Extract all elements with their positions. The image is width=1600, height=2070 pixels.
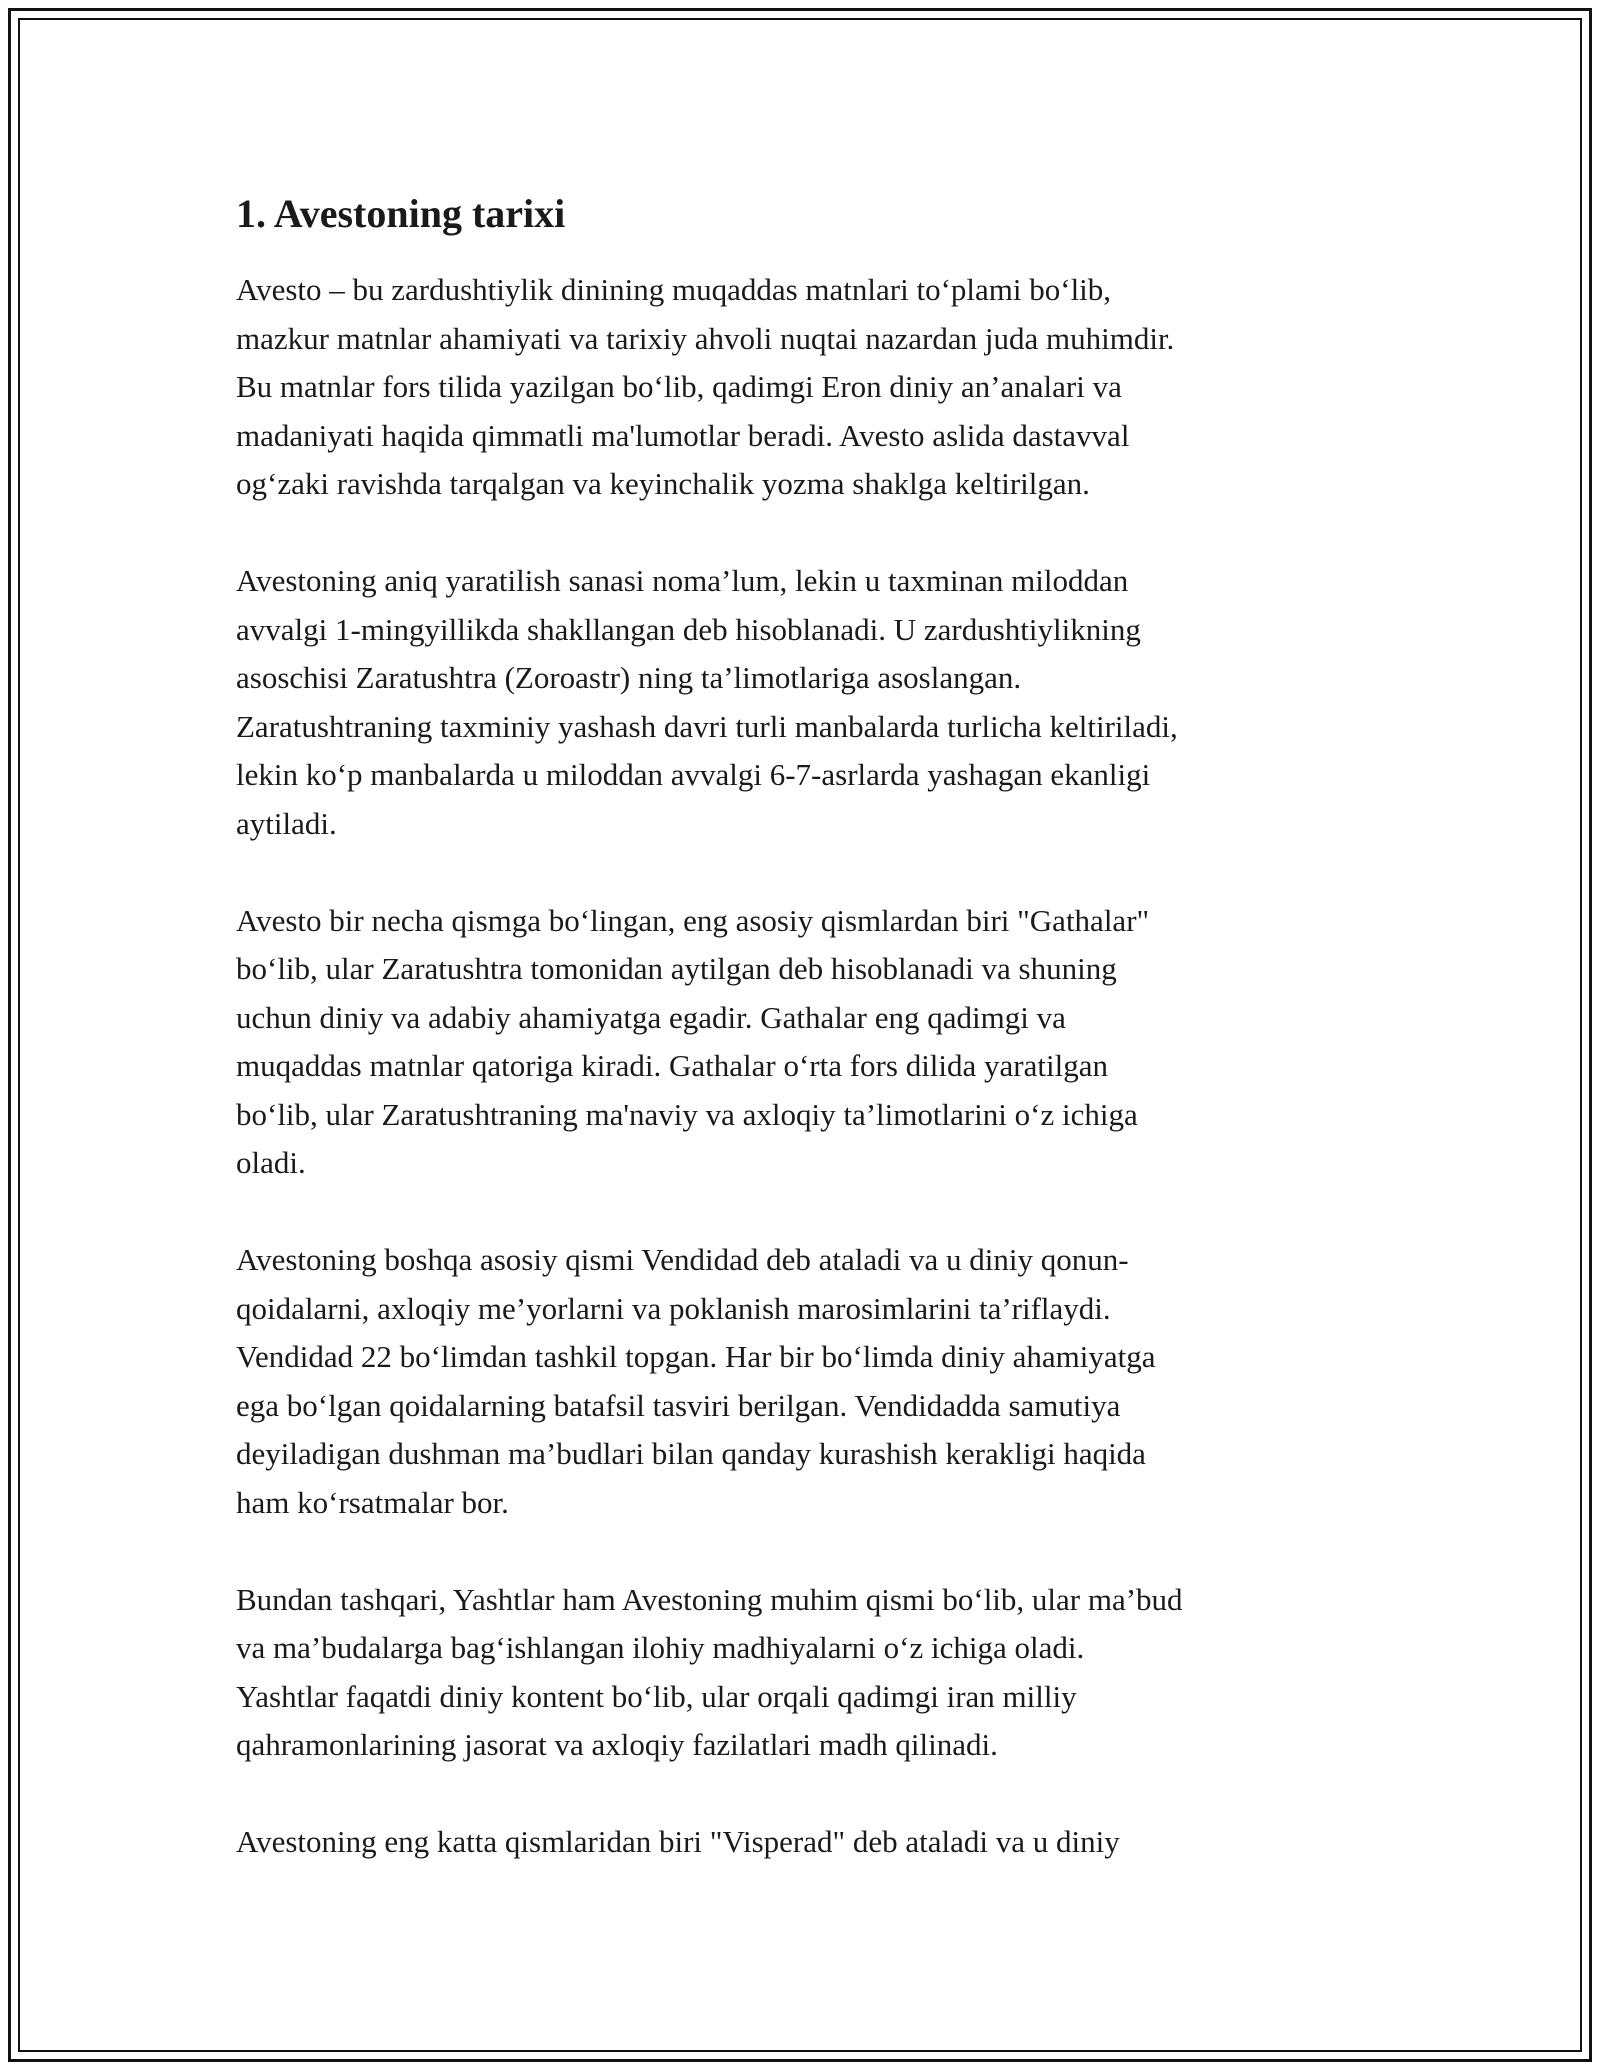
text-line: uchun diniy va adabiy ahamiyatga egadir. Gathalar eng qadimgi va — [236, 999, 1066, 1035]
paragraph-yashtlar — [236, 1576, 1376, 1770]
text-line: avvalgi 1-mingyillikda shakllangan deb hisoblanadi. U zardushtiylikning — [236, 611, 1141, 647]
paragraph-creation-date — [236, 557, 1376, 848]
text-line: deyiladigan dushman ma’budlari bilan qanday kurashish kerakligi haqida — [236, 1436, 1146, 1471]
text-line: ega bo‘lgan qoidalarning batafsil tasviri berilgan. Vendidadda samutiya — [236, 1387, 1121, 1423]
text-line: lekin ko‘p manbalarda u miloddan avvalgi 6-7-asrlarda yashagan ekanligi — [236, 757, 1151, 792]
section-heading: 1. Avestoning tarixi — [236, 191, 566, 236]
text-line: bo‘lib, ular Zaratushtra tomonidan aytilgan deb hisoblanadi va shuning — [236, 951, 1117, 986]
text-line: qahramonlarining jasorat va axloqiy fazilatlari madh qilinadi. — [236, 1727, 998, 1762]
document-body — [236, 188, 1376, 1915]
text-line: og‘zaki ravishda tarqalgan va keyinchalik yozma shaklga keltirilgan. — [236, 466, 1090, 501]
text-line: bo‘lib, ular Zaratushtraning ma'naviy va axloqiy ta’limotlarini o‘z ichiga — [236, 1096, 1138, 1132]
text-line: madaniyati haqida qimmatli ma'lumotlar beradi. Avesto aslida dastavval — [236, 417, 1130, 453]
paragraph-vendidad — [236, 1236, 1376, 1527]
text-line: Avesto – bu zardushtiylik dinining muqaddas matnlari to‘plami bo‘lib, — [236, 272, 1112, 307]
paragraph-gathalar — [236, 897, 1376, 1188]
text-line: qoidalarni, axloqiy me’yorlarni va poklanish marosimlarini ta’riflaydi. — [236, 1290, 1111, 1326]
text-line: oladi. — [236, 1145, 306, 1180]
text-line: mazkur matnlar ahamiyati va tarixiy ahvoli nuqtai nazardan juda muhimdir. — [236, 320, 1175, 356]
text-line: Bu matnlar fors tilida yazilgan bo‘lib, qadimgi Eron diniy an’analari va — [236, 369, 1122, 404]
paragraph-avesto-intro — [236, 266, 1376, 509]
text-line: Avestoning aniq yaratilish sanasi noma’lum, lekin u taxminan miloddan — [236, 563, 1129, 598]
text-line: Avestoning eng katta qismlaridan biri "Visperad" deb ataladi va u diniy — [236, 1824, 1120, 1859]
text-line: Yashtlar faqatdi diniy kontent bo‘lib, ular orqali qadimgi iran milliy — [236, 1678, 1077, 1714]
text-line: Bundan tashqari, Yashtlar ham Avestoning muhim qismi bo‘lib, ular ma’bud — [236, 1581, 1183, 1617]
text-line: Avesto bir necha qismga bo‘lingan, eng asosiy qismlardan biri "Gathalar" — [236, 902, 1150, 938]
text-line: aytiladi. — [236, 805, 337, 841]
text-line: ham ko‘rsatmalar bor. — [236, 1484, 509, 1520]
text-line: Avestoning boshqa asosiy qismi Vendidad deb ataladi va u diniy qonun- — [236, 1242, 1129, 1277]
paragraph-visperad — [236, 1818, 1376, 1867]
text-line: va ma’budalarga bag‘ishlangan ilohiy madhiyalarni o‘z ichiga oladi. — [236, 1630, 1085, 1665]
text-line: Zaratushtraning taxminiy yashash davri turli manbalarda turlicha keltiriladi, — [236, 708, 1178, 744]
text-line: muqaddas matnlar qatoriga kiradi. Gathalar o‘rta fors dilida yaratilgan — [236, 1048, 1108, 1083]
text-line: asoschisi Zaratushtra (Zoroastr) ning ta’limotlariga asoslangan. — [236, 660, 1022, 695]
text-line: Vendidad 22 bo‘limdan tashkil topgan. Har bir bo‘limda diniy ahamiyatga — [236, 1339, 1156, 1374]
